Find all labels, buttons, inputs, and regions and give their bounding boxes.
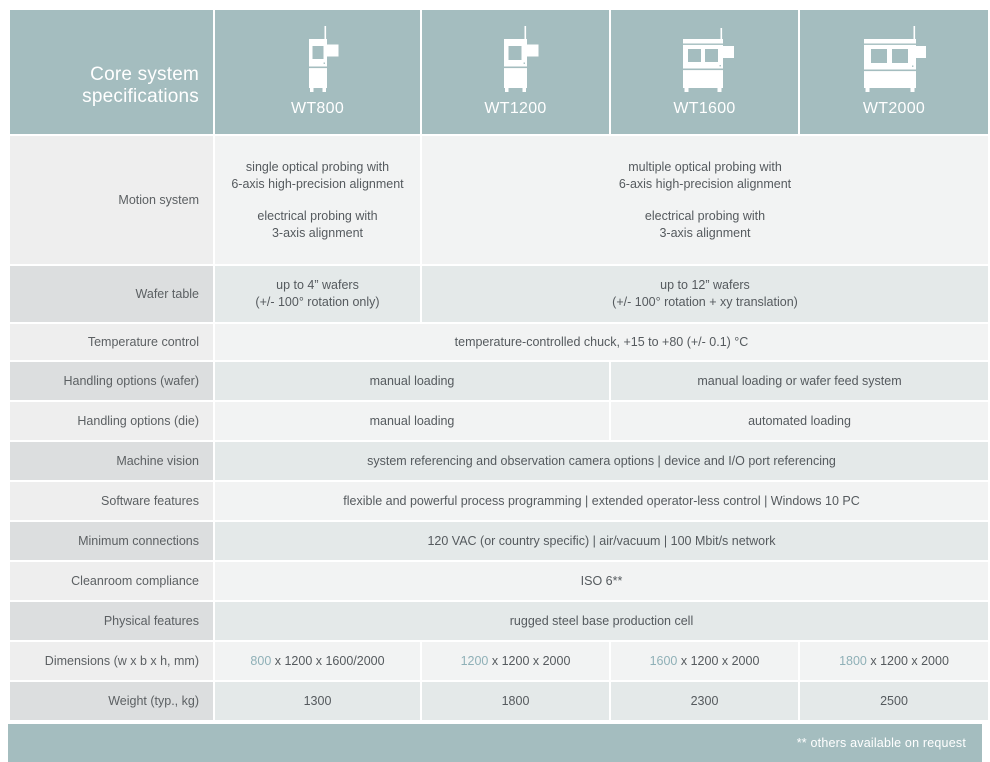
table-row-software-features xyxy=(10,482,988,520)
row-label-cleanroom-compliance: Cleanroom compliance xyxy=(10,562,213,600)
column-header-wt1200[interactable] xyxy=(422,10,609,134)
dimension-width-value: 800 xyxy=(250,653,272,668)
cell-text: 6-axis high-precision alignment xyxy=(618,176,792,191)
header-title-cell xyxy=(10,10,213,134)
table-row-handling-options-wafer xyxy=(10,362,988,400)
cell-text: up to 4” wafers xyxy=(276,278,359,292)
footnote-text: ** others available on request xyxy=(796,736,966,750)
cell-weight-wt1200: 1800 xyxy=(422,682,609,720)
column-header-wt2000[interactable] xyxy=(800,10,988,134)
dimension-width-value: 1800 xyxy=(839,653,867,668)
spacer xyxy=(426,193,984,208)
cell-software-features-all: flexible and powerful process programming | extended operator-less control | Windows 10 PC xyxy=(215,482,988,520)
cell-dimensions-wt2000 xyxy=(800,642,988,680)
row-label-handling-options-die: Handling options (die) xyxy=(10,402,213,440)
cell-handling-wafer-wt800-wt1200: manual loading xyxy=(215,362,609,400)
footer-note-bar xyxy=(8,724,982,762)
cell-motion-system-wt1200-wt2000 xyxy=(422,136,988,264)
cell-text: electrical probing with xyxy=(644,208,766,223)
table-row-dimensions xyxy=(10,642,988,680)
row-label-handling-options-wafer: Handling options (wafer) xyxy=(10,362,213,400)
cell-machine-vision-all: system referencing and observation camera options | device and I/O port referencing xyxy=(215,442,988,480)
model-name-wt2000: WT2000 xyxy=(862,100,926,117)
column-header-wt800[interactable] xyxy=(215,10,420,134)
cell-handling-die-wt800-wt1200: manual loading xyxy=(215,402,609,440)
row-label-motion-system: Motion system xyxy=(10,136,213,264)
cell-weight-wt1600: 2300 xyxy=(611,682,798,720)
row-label-wafer-table: Wafer table xyxy=(10,266,213,322)
spacer xyxy=(219,193,416,208)
cell-text: up to 12” wafers xyxy=(660,278,750,292)
row-label-machine-vision: Machine vision xyxy=(10,442,213,480)
cell-motion-system-wt800 xyxy=(215,136,420,264)
table-row-motion-system xyxy=(10,136,988,264)
cell-text: electrical probing with xyxy=(257,208,378,223)
page-title xyxy=(10,64,199,124)
table-row-weight xyxy=(10,682,988,720)
model-name-wt1200: WT1200 xyxy=(484,100,547,117)
model-name-wt1600: WT1600 xyxy=(673,100,736,117)
dimension-rest: x 1200 x 2000 xyxy=(488,653,571,668)
cell-wafer-table-wt800 xyxy=(215,266,420,322)
cell-minimum-connections-all: 120 VAC (or country specific) | air/vacuum | 100 Mbit/s network xyxy=(215,522,988,560)
page-title-line2: specifications xyxy=(82,86,199,107)
cell-wafer-table-wt1200-wt2000 xyxy=(422,266,988,322)
model-name-wt800: WT800 xyxy=(290,100,345,117)
table-row-minimum-connections xyxy=(10,522,988,560)
table-row-machine-vision xyxy=(10,442,988,480)
cell-temperature-control-all: temperature-controlled chuck, +15 to +80 (+/- 0.1) °C xyxy=(215,324,988,360)
row-label-temperature-control: Temperature control xyxy=(10,324,213,360)
cell-weight-wt2000: 2500 xyxy=(800,682,988,720)
cell-dimensions-wt800 xyxy=(215,642,420,680)
cell-dimensions-wt1600 xyxy=(611,642,798,680)
row-label-minimum-connections: Minimum connections xyxy=(10,522,213,560)
machine-extrawide-two-window-icon xyxy=(800,26,988,100)
table-row-handling-options-die xyxy=(10,402,988,440)
machine-wide-two-window-icon xyxy=(611,26,798,100)
dimension-rest: x 1200 x 2000 xyxy=(866,653,949,668)
cell-text: multiple optical probing with xyxy=(628,159,782,174)
page-title-line1: Core system xyxy=(90,64,199,85)
row-label-software-features: Software features xyxy=(10,482,213,520)
cell-handling-wafer-wt1600-wt2000: manual loading or wafer feed system xyxy=(611,362,988,400)
cell-text: single optical probing with xyxy=(245,159,390,174)
cell-weight-wt800: 1300 xyxy=(215,682,420,720)
cell-handling-die-wt1600-wt2000: automated loading xyxy=(611,402,988,440)
cell-text: (+/- 100° rotation only) xyxy=(255,295,380,309)
cell-text: 3-axis alignment xyxy=(659,225,751,240)
table-row-cleanroom-compliance xyxy=(10,562,988,600)
row-label-physical-features: Physical features xyxy=(10,602,213,640)
table-row-physical-features xyxy=(10,602,988,640)
cell-text: 6-axis high-precision alignment xyxy=(231,176,404,191)
cell-cleanroom-compliance-all: ISO 6** xyxy=(215,562,988,600)
cell-text: 3-axis alignment xyxy=(271,225,363,240)
dimension-rest: x 1200 x 1600/2000 xyxy=(271,653,385,668)
table-header-row xyxy=(10,10,988,134)
dimension-width-value: 1600 xyxy=(649,653,678,668)
machine-medium-single-window-icon xyxy=(422,26,609,100)
row-label-weight: Weight (typ., kg) xyxy=(10,682,213,720)
row-label-dimensions: Dimensions (w x b x h, mm) xyxy=(10,642,213,680)
core-system-specifications-table xyxy=(8,8,990,722)
cell-physical-features-all: rugged steel base production cell xyxy=(215,602,988,640)
column-header-wt1600[interactable] xyxy=(611,10,798,134)
machine-narrow-single-window-icon xyxy=(215,26,420,100)
cell-dimensions-wt1200 xyxy=(422,642,609,680)
cell-text: (+/- 100° rotation + xy translation) xyxy=(612,295,798,309)
dimension-rest: x 1200 x 2000 xyxy=(677,653,760,668)
dimension-width-value: 1200 xyxy=(460,653,489,668)
table-row-temperature-control xyxy=(10,324,988,360)
table-row-wafer-table xyxy=(10,266,988,322)
